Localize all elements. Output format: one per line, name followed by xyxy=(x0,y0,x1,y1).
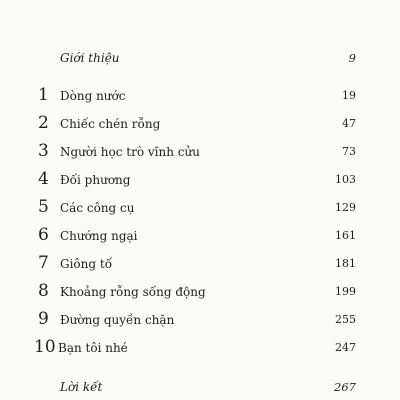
chapter-page: 47 xyxy=(342,117,356,130)
chapter-page: 103 xyxy=(335,173,356,186)
toc-chapter-row xyxy=(0,281,400,305)
chapter-number: 6 xyxy=(38,225,49,245)
chapter-title: Giông tố xyxy=(60,257,113,271)
chapter-title: Đối phương xyxy=(60,173,131,187)
chapter-number: 10 xyxy=(34,337,56,357)
toc-chapter-row xyxy=(0,225,400,249)
toc-chapter-row xyxy=(0,309,400,333)
toc-outro-row xyxy=(0,376,400,400)
toc-chapter-row xyxy=(0,141,400,165)
chapter-page: 181 xyxy=(335,257,356,270)
chapter-number: 2 xyxy=(38,113,49,133)
toc-chapter-row xyxy=(0,337,400,361)
chapter-page: 73 xyxy=(342,145,356,158)
chapter-number: 4 xyxy=(38,169,49,189)
chapter-page: 255 xyxy=(335,313,356,326)
chapter-page: 161 xyxy=(335,229,356,242)
toc-intro-page: 9 xyxy=(348,51,356,65)
chapter-page: 19 xyxy=(342,89,356,102)
chapter-title: Đường quyền chặn xyxy=(60,313,175,327)
chapter-number: 3 xyxy=(38,141,49,161)
toc-intro-row xyxy=(0,47,400,71)
toc-outro-page: 267 xyxy=(334,380,356,394)
toc-chapter-row xyxy=(0,169,400,193)
chapter-title: Các công cụ xyxy=(60,201,135,215)
chapter-page: 247 xyxy=(335,341,356,354)
chapter-number: 8 xyxy=(38,281,49,301)
chapter-page: 199 xyxy=(335,285,356,298)
toc-chapter-row xyxy=(0,253,400,277)
chapter-title: Dòng nước xyxy=(60,89,126,103)
toc-outro-label: Lời kết xyxy=(60,380,103,394)
chapter-title: Chiếc chén rỗng xyxy=(60,117,161,131)
chapter-title: Chướng ngại xyxy=(60,229,138,243)
chapter-number: 5 xyxy=(38,197,49,217)
chapter-title: Khoảng rỗng sống động xyxy=(60,285,206,299)
chapter-number: 9 xyxy=(38,309,49,329)
chapter-number: 7 xyxy=(38,253,49,273)
chapter-page: 129 xyxy=(335,201,356,214)
chapter-number: 1 xyxy=(38,85,49,105)
toc-chapter-row xyxy=(0,85,400,109)
toc-chapter-row xyxy=(0,113,400,137)
chapter-title: Bạn tôi nhé xyxy=(58,341,128,355)
toc-intro-label: Giới thiệu xyxy=(60,51,120,65)
chapter-title: Người học trò vĩnh cửu xyxy=(60,145,200,159)
toc-chapter-row xyxy=(0,197,400,221)
